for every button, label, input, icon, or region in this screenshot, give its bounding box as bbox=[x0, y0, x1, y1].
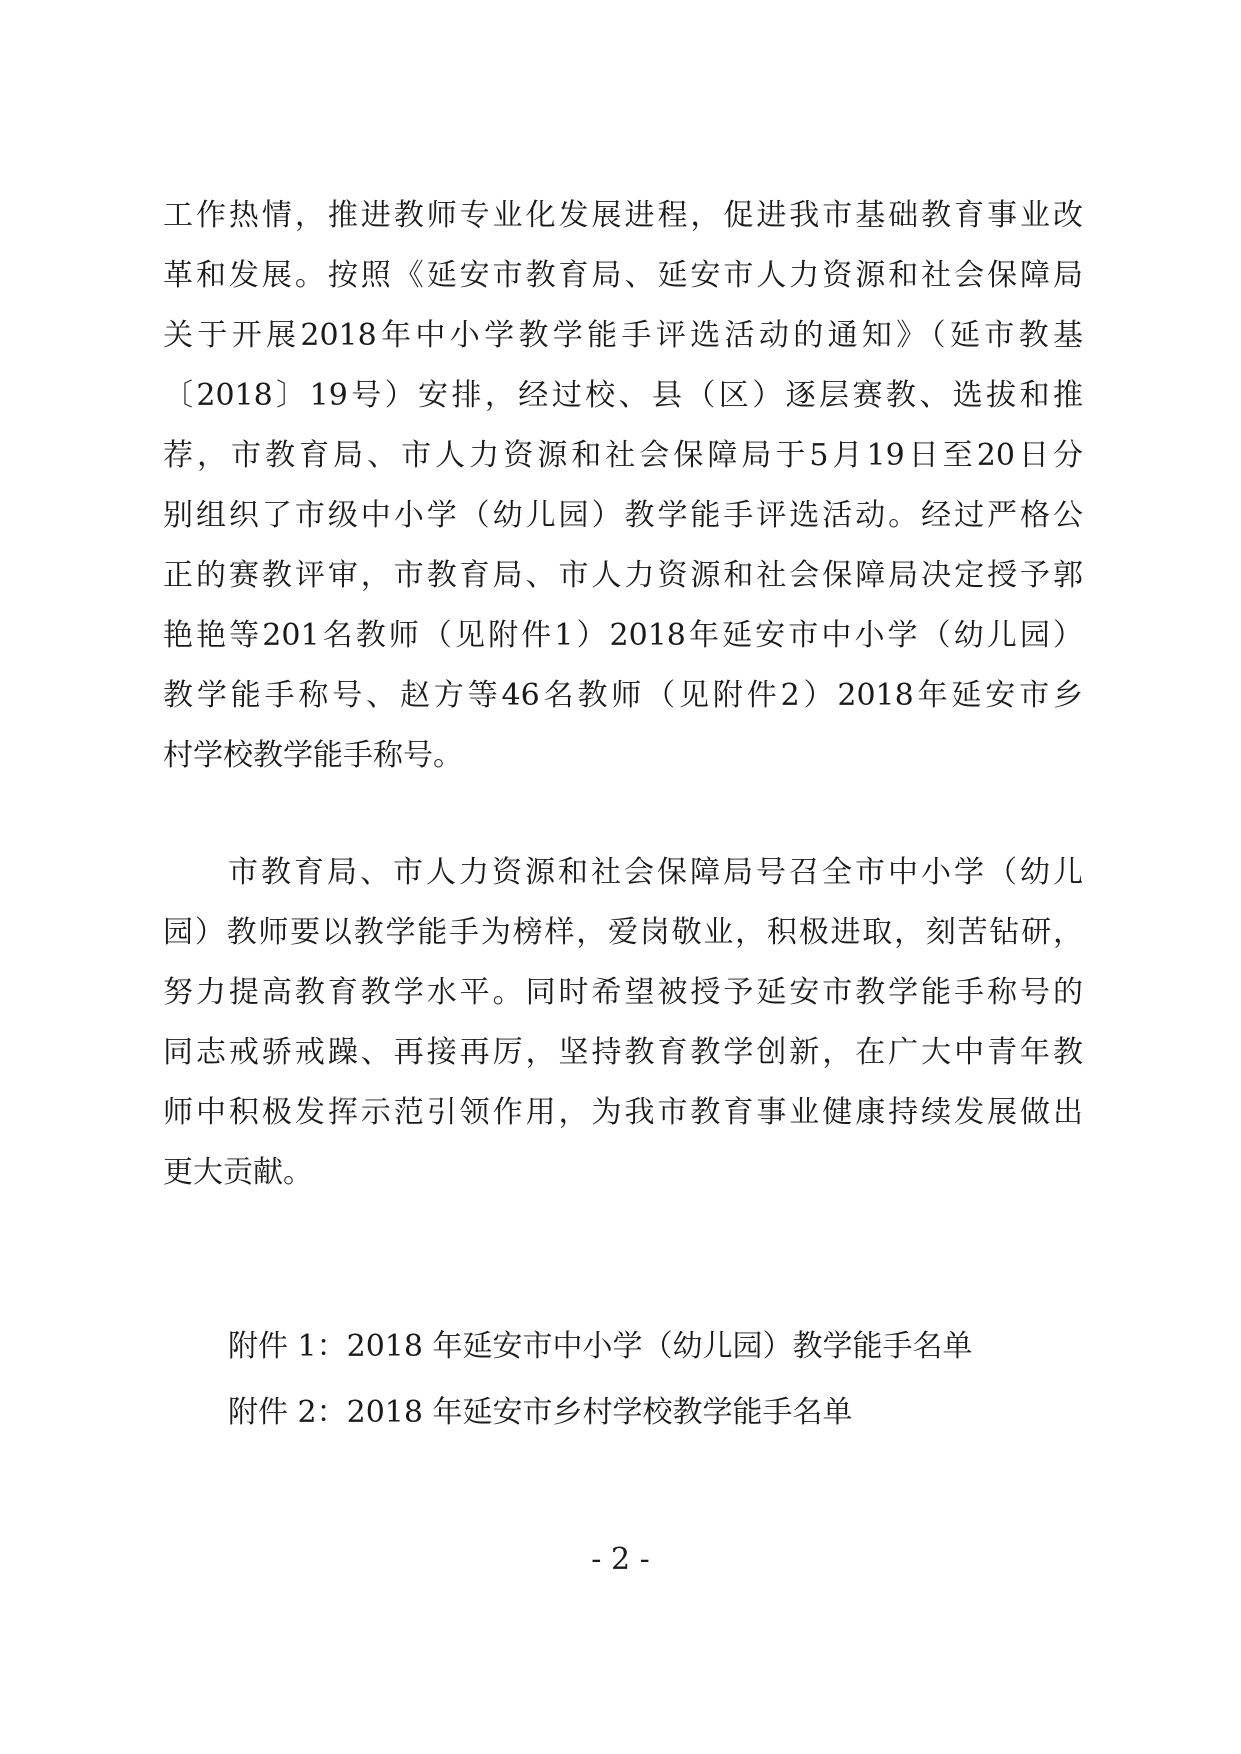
paragraph-line: 正的赛教评审，市教育局、市人力资源和社会保障局决定授予郭 bbox=[163, 558, 1083, 593]
attachment-item: 附件 1：2018 年延安市中小学（幼儿园）教学能手名单 bbox=[228, 1329, 973, 1364]
paragraph-line: 园）教师要以教学能手为榜样，爱岗敬业，积极进取，刻苦钻研， bbox=[163, 915, 1083, 950]
paragraph-line: 同志戒骄戒躁、再接再厉，坚持教育教学创新，在广大中青年教 bbox=[163, 1035, 1083, 1070]
paragraph-line: 努力提高教育教学水平。同时希望被授予延安市教学能手称号的 bbox=[163, 975, 1083, 1010]
paragraph-line: 关于开展2018年中小学教学能手评选活动的通知》（延市教基 bbox=[163, 318, 1083, 353]
paragraph-line: 市教育局、市人力资源和社会保障局号召全市中小学（幼儿 bbox=[228, 855, 1083, 890]
paragraph-line: 工作热情，推进教师专业化发展进程，促进我市基础教育事业改 bbox=[163, 198, 1083, 233]
paragraph-line: 荐，市教育局、市人力资源和社会保障局于5月19日至20日分 bbox=[163, 438, 1083, 473]
paragraph-line: 教学能手称号、赵方等46名教师（见附件2）2018年延安市乡 bbox=[163, 678, 1083, 713]
paragraph-line: 村学校教学能手称号。 bbox=[163, 738, 463, 773]
paragraph-line: 〔2018〕19号）安排，经过校、县（区）逐层赛教、选拔和推 bbox=[163, 378, 1083, 413]
paragraph-line: 更大贡献。 bbox=[163, 1155, 313, 1190]
paragraph-line: 师中积极发挥示范引领作用，为我市教育事业健康持续发展做出 bbox=[163, 1095, 1083, 1130]
page-number: - 2 - bbox=[591, 1542, 650, 1577]
attachment-item: 附件 2：2018 年延安市乡村学校教学能手名单 bbox=[228, 1395, 853, 1430]
paragraph-line: 革和发展。按照《延安市教育局、延安市人力资源和社会保障局 bbox=[163, 258, 1083, 293]
paragraph-line: 别组织了市级中小学（幼儿园）教学能手评选活动。经过严格公 bbox=[163, 498, 1083, 533]
paragraph-line: 艳艳等201名教师（见附件1）2018年延安市中小学（幼儿园） bbox=[163, 618, 1083, 653]
